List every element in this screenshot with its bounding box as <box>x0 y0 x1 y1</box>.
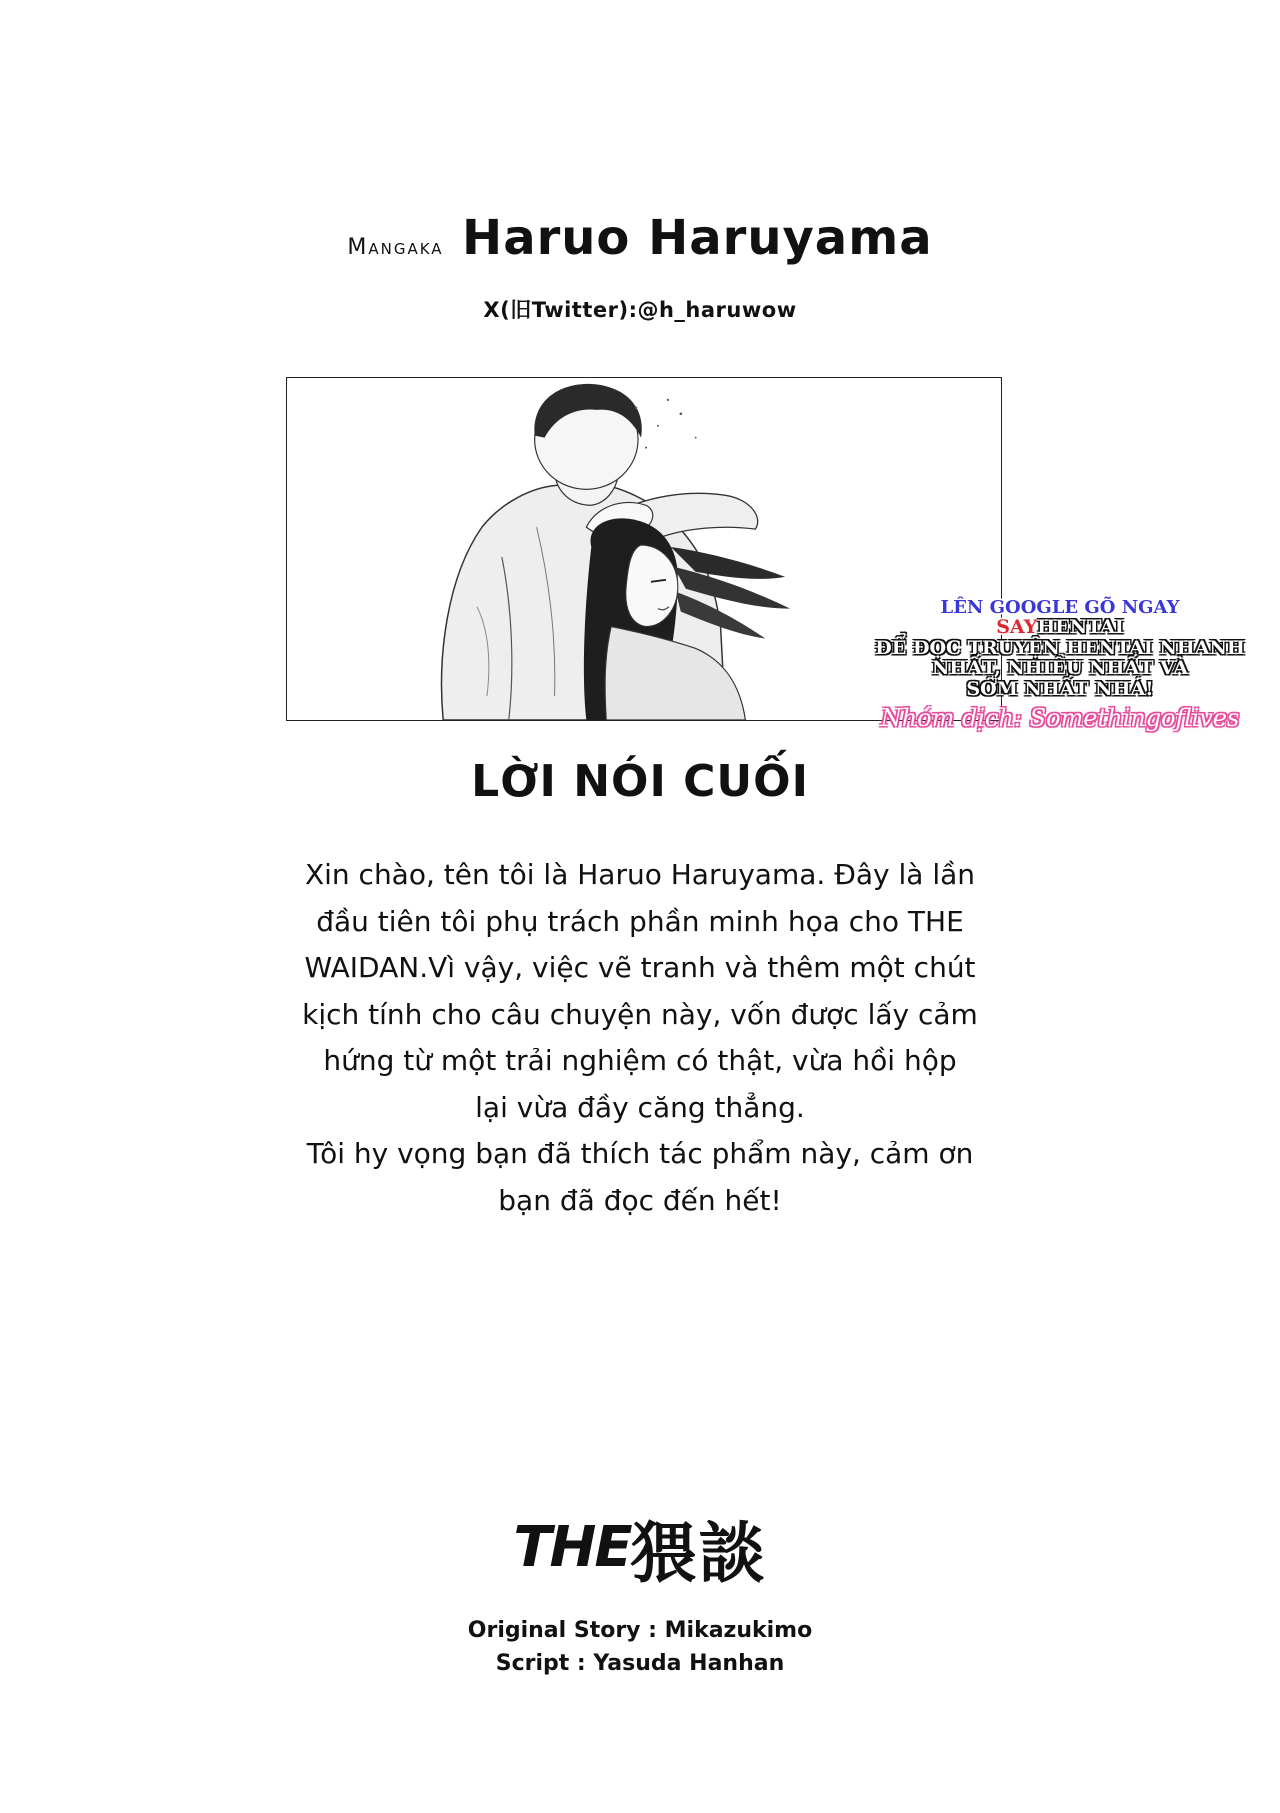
afterword-line: WAIDAN.Vì vậy, việc vẽ tranh và thêm một chút <box>304 951 976 984</box>
mangaka-label: Mangaka <box>347 235 444 260</box>
mangaka-heading <box>0 210 1280 266</box>
afterword-line: bạn đã đọc đến hết! <box>498 1183 782 1217</box>
translation-group-credit: Nhóm dịch: Somethingoflives <box>880 703 1240 732</box>
watermark-line-google: LÊN GOOGLE GÕ NGAY <box>940 597 1180 618</box>
afterword-line: kịch tính cho câu chuyện này, vốn được lấy cảm <box>302 997 978 1031</box>
afterword-line: lại vừa đầy căng thẳng. <box>475 1090 805 1124</box>
twitter-handle: X(旧Twitter):@h_haruwow <box>483 298 797 322</box>
afterword-line: Tôi hy vọng bạn đã thích tác phẩm này, cảm ơn <box>306 1137 974 1170</box>
original-story-credit: Original Story : Mikazukimo <box>467 1618 813 1643</box>
afterword-body <box>300 852 980 1224</box>
watermark-line-read: ĐỂ ĐỌC TRUYỆN HENTAI NHANH <box>875 636 1245 659</box>
watermark-line-earliest: SỚM NHẤT NHÁ! <box>966 677 1154 700</box>
logo-the: THE <box>513 1515 631 1580</box>
credits <box>0 1614 1280 1680</box>
mangaka-name: Haruo Haruyama <box>462 210 933 266</box>
script-credit: Script : Yasuda Hanhan <box>495 1651 785 1676</box>
watermark-say: SAY <box>996 616 1038 639</box>
scanlation-watermark <box>840 598 1280 731</box>
series-logo <box>0 1500 1280 1595</box>
afterword-line: Xin chào, tên tôi là Haruo Haruyama. Đây là lần <box>304 858 976 891</box>
logo-kanji: 猥談 <box>630 1515 767 1592</box>
watermark-hentai: HENTAI <box>1037 616 1124 639</box>
afterword-line: hứng từ một trải nghiệm có thật, vừa hồi hộp <box>323 1044 957 1077</box>
afterword-line: đầu tiên tôi phụ trách phần minh họa cho THE <box>316 904 964 938</box>
watermark-line-most: NHẤT, NHIỀU NHẤT VÀ <box>931 657 1189 680</box>
watermark-line-site <box>840 617 1280 638</box>
afterword-title: LỜI NÓI CUỐI <box>471 756 809 807</box>
